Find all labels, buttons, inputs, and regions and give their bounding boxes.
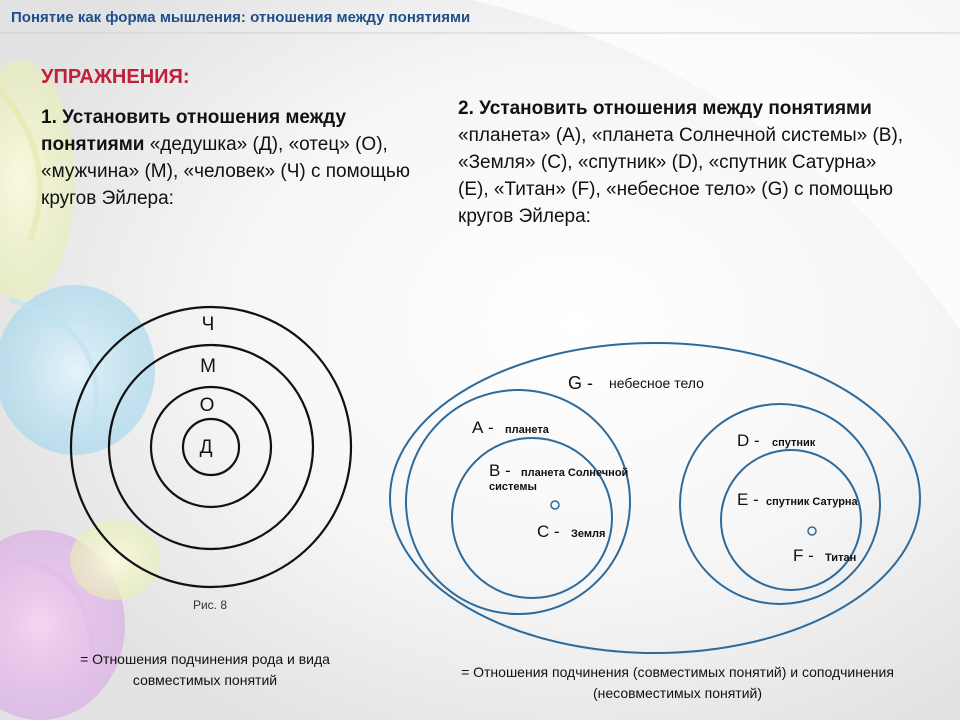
slide-title: Понятие как форма мышления: отношения между понятиями [11,9,471,26]
label-e-letter: Е - [737,490,759,509]
label-a-letter: А - [472,418,494,437]
label-b-letter: В - [489,461,511,480]
caption-2-line-2: (несовместимых понятий) [592,685,763,701]
label-d: Д [199,437,213,458]
task-2-rest: «планета» (А), «планета Солнечной системы» (В), «Земля» (С), «спутник» (D), «спутник Сатурна» (Е), «Титан» (F), «небесное тело» (G) с помощью кругов Эйлера: [458,125,904,227]
task-1-bold: 1. Установить отношения между понятиями [41,107,347,155]
caption-2-line-1: = Отношения подчинения (совместимых понятий) и соподчинения [461,664,894,680]
exercises-heading: УПРАЖНЕНИЯ: [41,66,190,88]
task-1-rest: «дедушка» (Д), «отец» (О), «мужчина» (М), «человек» (Ч) с помощью кругов Эйлера: [41,134,411,209]
figure-1-caption: Рис. 8 [192,598,228,612]
circle-b-solar-planet [452,438,612,598]
label-a-text: планета [505,424,549,436]
label-c-letter: С - [537,522,560,541]
label-f-text: Титан [825,552,857,564]
circle-e-saturn-satellite [721,450,861,590]
label-g-text: небесное тело [609,375,704,391]
label-b-text-1: планета Солнечной [521,467,629,479]
label-b-text-2: системы [489,481,537,493]
label-m: М [200,356,216,377]
point-f-titan [808,527,816,535]
caption-1: = Отношения подчинения рода и вида совместимых понятий [80,651,330,688]
label-e-text: спутник Сатурна [766,496,858,508]
point-c-earth [551,501,559,509]
label-d-letter: D - [737,431,760,450]
label-o: О [199,395,215,416]
task-2-bold: 2. Установить отношения между понятиями [458,98,872,119]
label-g-letter: G - [568,373,593,393]
label-f-letter: F - [793,546,814,565]
label-ch: Ч [201,314,215,335]
caption-2 [400,662,955,704]
label-d-text: спутник [772,437,816,449]
label-c-text: Земля [571,528,606,540]
